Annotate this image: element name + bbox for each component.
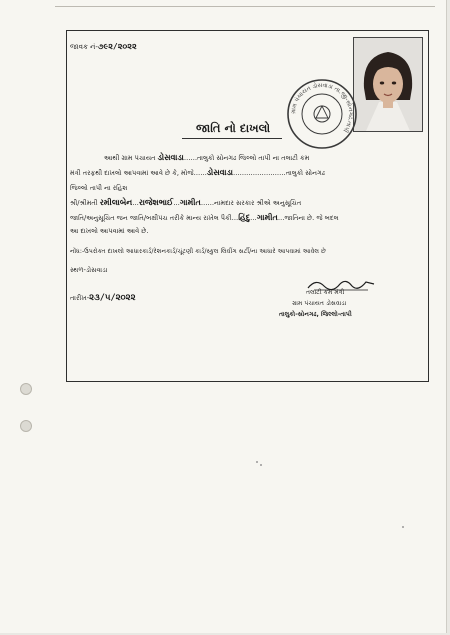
seal-text: ગ્રામ પંચાયત ડોસવાડા તા.જી-સોનગઢ.તાપી [289, 81, 355, 134]
punch-hole [20, 383, 32, 395]
reference-label: જાવક નં- [70, 43, 98, 51]
official-seal [286, 78, 358, 150]
body-text: …જાતિના છે. જે બદલ [277, 214, 339, 222]
date-line [70, 294, 136, 303]
body-line-5: જાતિ/અનુસૂચિત જન જાતિ/બક્ષીપંચ તરીકે માન્ય રાખેલ પૈકી…હિંદુ…ગામીત…જાતિના છે. જે બદલ [70, 213, 339, 222]
note-line: નોંધ:-ઉપરોક્ત દાખલો આધારકાર્ડ/રેશનકાર્ડ/ચૂંટણી કાર્ડ/સ્કુલ લિવીંગ સર્ટી/ના આધારે આપવામાં આવેલ છે [70, 248, 326, 255]
father-name-handwritten: રાજેશભાઈ [138, 198, 174, 207]
body-line-4: શ્રી/શ્રીમતી રમીલાબેન…રાજેશભાઈ…ગામીત……નામદાર સરકાર શ્રીએ અનુસૂચિત [70, 198, 302, 207]
date-value: ૨૩/૫/૨૦૨૨ [89, 293, 136, 303]
body-text: ……નામદાર સરકાર શ્રીએ અનુસૂચિત [200, 199, 302, 207]
reference-number [70, 42, 137, 52]
village-handwritten: ડોસવાડા [157, 153, 184, 162]
body-text: જાતિ/અનુસૂચિત જન જાતિ/બક્ષીપંચ તરીકે માન્ય રાખેલ પૈકી… [70, 214, 239, 222]
body-text: ……તાલુકો સોનગઢ જિલ્લો તાપી ના તલાટી કમ [183, 154, 310, 162]
punch-hole [20, 420, 32, 432]
body-text: ……………………તાલુકો સોનગઢ [232, 169, 326, 177]
page-top-edge [55, 6, 435, 7]
reference-value: ૭૯૨/૨૦૨૨ [97, 42, 137, 51]
religion-handwritten: હિંદુ [238, 213, 251, 222]
title-underline [182, 138, 282, 139]
caste-handwritten: ગામીત [256, 213, 278, 222]
surname-handwritten: ગામીત [179, 198, 201, 207]
body-line-2 [70, 168, 325, 178]
village-handwritten: ડોસવાડા [206, 168, 233, 177]
body-text: શ્રી/શ્રીમતી [70, 199, 98, 207]
body-line-1 [104, 153, 309, 163]
signatory-office: ગ્રામ પંચાયત ડોસવાડા [292, 300, 347, 307]
date-label: તારીખ- [70, 294, 90, 302]
body-line-3: જિલ્લો તાપી ના રહિશ [70, 184, 128, 192]
paper-speck [256, 461, 258, 463]
signatory-address: તાલુકો-સોનગઢ, જિલ્લો-તાપી [279, 311, 352, 318]
place-line: સ્થળ-ડોસવાડા [70, 266, 108, 274]
certificate-title: જાતિ નો દાખલો [196, 121, 271, 135]
paper-speck [402, 526, 404, 528]
applicant-photo [353, 37, 423, 132]
body-text: આથી ગ્રામ પંચાયત [104, 154, 156, 162]
signatory-title: તલાટી કમ મંત્રી [306, 289, 345, 296]
paper-speck [260, 464, 262, 466]
name-handwritten: રમીલાબેન [99, 198, 133, 207]
body-line-6: આ દાખલો આપવામાં આવે છે. [70, 227, 149, 235]
body-text: મંત્રી તરફથી દાખલો આપવામાં આવે છે કે, મોજે…… [70, 169, 207, 177]
